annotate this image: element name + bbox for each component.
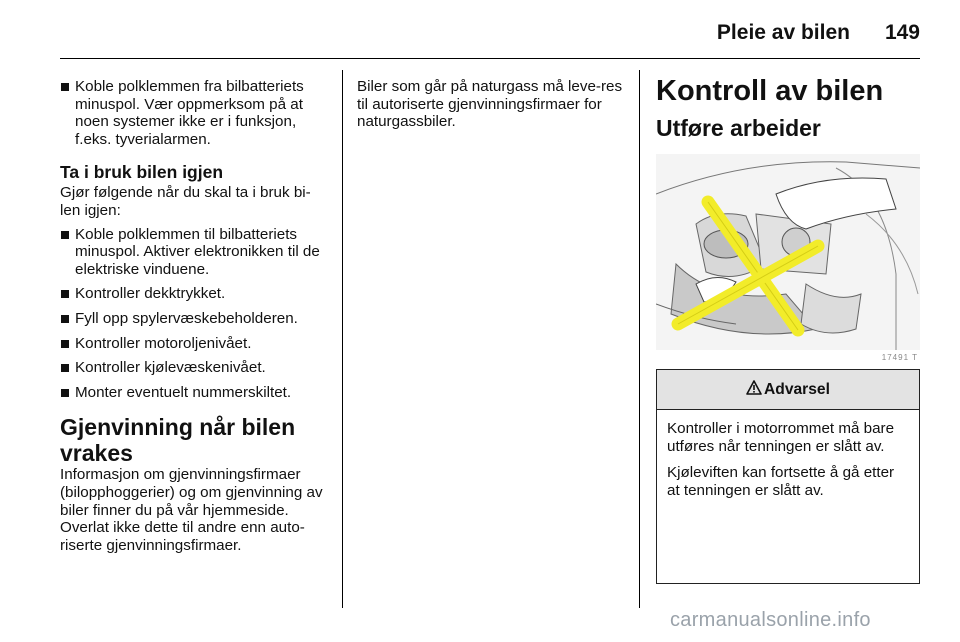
warning-paragraph: Kontroller i motorrommet må bare utføres når tenningen er slått av.	[667, 420, 895, 455]
column-divider-2	[639, 70, 640, 608]
warning-box	[656, 369, 920, 584]
warning-triangle-icon	[746, 380, 762, 400]
recommission-list	[60, 226, 328, 402]
section-text-recycling: Informasjon om gjenvinningsfirmaer (bilopphoggerier) og om gjenvinning av biler finner du på vår hjemmeside. Overlat ikke dette til andre enn auto-riserte gjenvinningsfirmaer.	[60, 466, 323, 554]
column-1	[60, 78, 328, 554]
header-title: Pleie av bilen	[716, 21, 850, 44]
list-item: Koble polklemmen til bilbatteriets minuspol. Aktiver elektronikken til de elektriske vinduene.	[60, 226, 328, 279]
warning-paragraph: Kjøleviften kan fortsette å gå etter at tenningen er slått av.	[667, 464, 895, 499]
column-2	[357, 78, 627, 131]
chapter-title: Kontroll av bilen	[656, 75, 884, 107]
column-3	[656, 75, 920, 499]
header-divider	[60, 58, 920, 59]
list-item: Fyll opp spylervæskebeholderen.	[60, 310, 328, 328]
warning-body	[657, 410, 919, 499]
column-divider-1	[342, 70, 343, 608]
list-item: Monter eventuelt nummerskiltet.	[60, 384, 328, 402]
chapter-subtitle: Utføre arbeider	[656, 115, 821, 141]
natural-gas-text: Biler som går på naturgass må leve-res til autoriserte gjenvinningsfirmaer for naturgassbiler.	[357, 78, 623, 131]
engine-bay-illustration	[656, 154, 920, 362]
bullet-item: Koble polklemmen fra bilbatteriets minuspol. Vær oppmerksom på at noen systemer ikke er i funksjon, f.eks. tyverialarmen.	[60, 78, 328, 148]
section-intro: Gjør følgende når du skal ta i bruk bi-len igjen:	[60, 184, 311, 219]
list-item: Kontroller kjølevæskenivået.	[60, 359, 328, 377]
figure-caption: 17491 T	[881, 353, 918, 362]
warning-header	[657, 370, 919, 410]
section-heading-recycling: Gjenvinning når bilen vrakes	[60, 414, 296, 467]
warning-heading: Advarsel	[764, 380, 830, 398]
engine-bay-drawing	[656, 154, 920, 362]
watermark: carmanualsonline.info	[670, 609, 871, 631]
section-heading-recommission: Ta i bruk bilen igjen	[60, 162, 224, 183]
page-number: 149	[884, 21, 920, 44]
list-item: Kontroller motoroljenivået.	[60, 335, 328, 353]
list-item: Kontroller dekktrykket.	[60, 285, 328, 303]
